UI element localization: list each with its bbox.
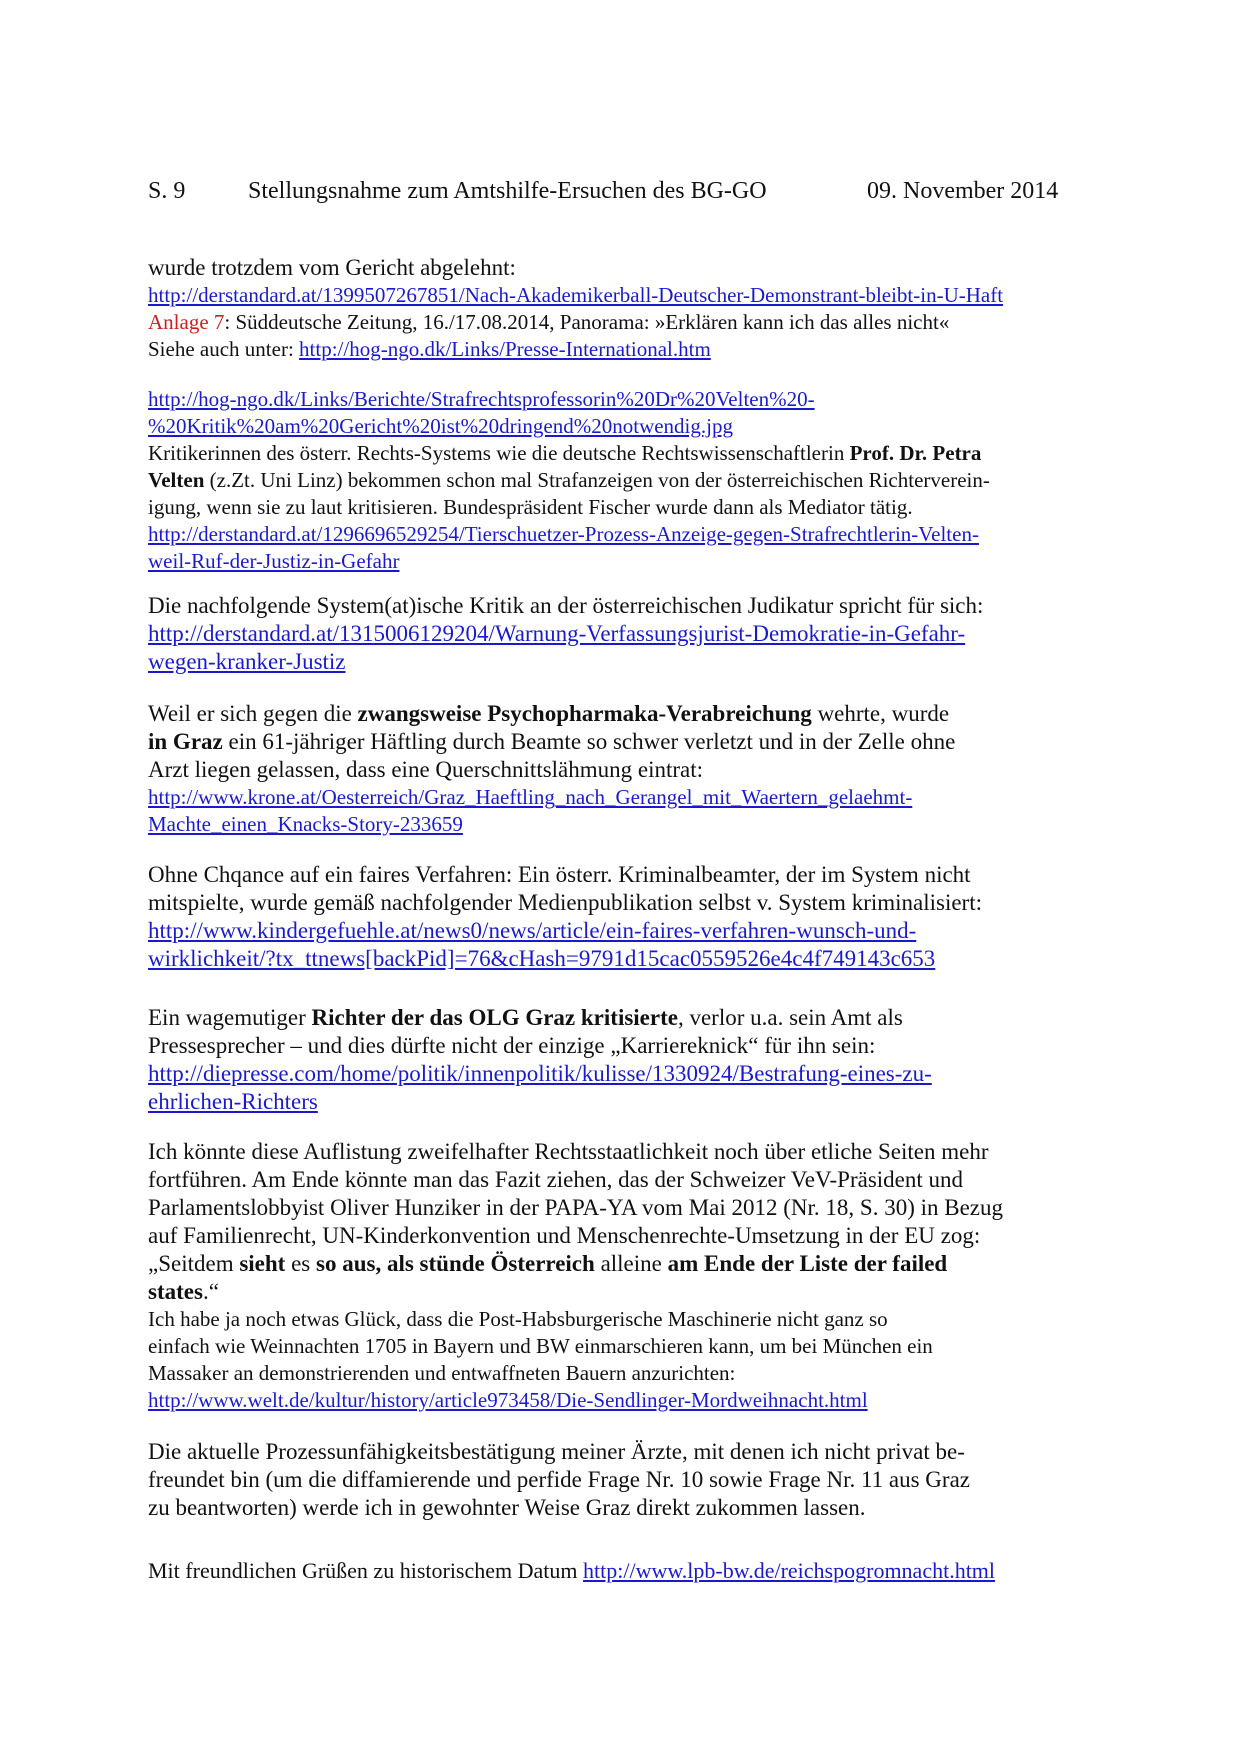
text-line — [148, 467, 1148, 494]
annex-label: Anlage 7 — [148, 310, 225, 334]
closing-text: Mit freundlichen Grüßen zu historischem Datum — [148, 1558, 584, 1583]
link-kindergefuehle-part2[interactable]: wirklichkeit/?tx_ttnews[backPid]=76&cHash=9791d15cac0559526e4c4f749143c653 — [148, 946, 936, 971]
link-diepresse-part2[interactable]: ehrlichen-Richters — [148, 1089, 318, 1114]
text-line: wurde trotzdem vom Gericht abgelehnt: — [148, 255, 516, 280]
text-line — [148, 1004, 1148, 1032]
link-krone-part1[interactable]: http://www.krone.at/Oesterreich/Graz_Haeftling_nach_Gerangel_mit_Waertern_gelaehmt- — [148, 785, 913, 809]
link-krone-part2[interactable]: Machte_einen_Knacks-Story-233659 — [148, 812, 463, 836]
text-line: auf Familienrecht, UN-Kinderkonvention und Menschenrechte-Umsetzung in der EU zog: — [148, 1223, 981, 1248]
text-line: Ich könnte diese Auflistung zweifelhafter Rechtsstaatlichkeit noch über etliche Seiten mehr — [148, 1139, 989, 1164]
see-also-line — [148, 336, 1148, 363]
text-span: es — [285, 1251, 317, 1276]
text-line: Parlamentslobbyist Oliver Hunziker in der PAPA-YA vom Mai 2012 (Nr. 18, S. 30) in Bezug — [148, 1195, 1003, 1220]
link-lpb-reichspogromnacht[interactable]: http://www.lpb-bw.de/reichspogromnacht.html — [583, 1558, 996, 1583]
text-span: (z.Zt. Uni Linz) bekommen schon mal Strafanzeigen von der österreichischen Richterverein- — [204, 468, 990, 492]
bold-phrase: zwangsweise Psychopharmaka-Verabreichung — [357, 701, 812, 726]
text-line: Ich habe ja noch etwas Glück, dass die Post-Habsburgerische Maschinerie nicht ganz so — [148, 1307, 888, 1331]
link-derstandard-verfassungsjurist-part2[interactable]: wegen-kranker-Justiz — [148, 649, 346, 674]
text-line: Ohne Chqance auf ein faires Verfahren: Ein österr. Kriminalbeamter, der im System nicht — [148, 862, 971, 887]
paragraph-2 — [148, 386, 1148, 575]
text-span: .“ — [202, 1279, 219, 1304]
link-diepresse-part1[interactable]: http://diepresse.com/home/politik/innenpolitik/kulisse/1330924/Bestrafung-eines-zu- — [148, 1061, 932, 1086]
paragraph-1 — [148, 254, 1148, 363]
bold-phrase: Richter der das OLG Graz kritisierte — [311, 1005, 678, 1030]
text-span: wehrte, wurde — [811, 701, 950, 726]
text-line: Die aktuelle Prozessunfähigkeitsbestätigung meiner Ärzte, mit denen ich nicht privat be- — [148, 1439, 965, 1464]
link-kindergefuehle-part1[interactable]: http://www.kindergefuehle.at/news0/news/article/ein-faires-verfahren-wunsch-und- — [148, 918, 917, 943]
link-hog-velten-part1[interactable]: http://hog-ngo.dk/Links/Berichte/Strafrechtsprofessorin%20Dr%20Velten%20- — [148, 387, 815, 411]
paragraph-4 — [148, 700, 1148, 838]
paragraph-5 — [148, 861, 1148, 973]
text-span: , verlor u.a. sein Amt als — [677, 1005, 903, 1030]
link-derstandard-verfassungsjurist-part1[interactable]: http://derstandard.at/1315006129204/Warnung-Verfassungsjurist-Demokratie-in-Gefahr- — [148, 621, 966, 646]
page-number: S. 9 — [148, 178, 186, 204]
link-derstandard-velten-part1[interactable]: http://derstandard.at/1296696529254/Tierschuetzer-Prozess-Anzeige-gegen-Strafrechtlerin-Velten- — [148, 522, 979, 546]
bold-phrase: am Ende der Liste der failed — [667, 1251, 948, 1276]
link-derstandard-velten-part2[interactable]: weil-Ruf-der-Justiz-in-Gefahr — [148, 549, 400, 573]
text-span: Weil er sich gegen die — [148, 701, 358, 726]
text-line: Pressesprecher – und dies dürfte nicht der einzige „Karriereknick“ für ihn sein: — [148, 1033, 876, 1058]
text-span: Ein wagemutiger — [148, 1005, 312, 1030]
text-line: einfach wie Weinnachten 1705 in Bayern und BW einmarschieren kann, um bei München ein — [148, 1334, 933, 1358]
text-span: Kritikerinnen des österr. Rechts-Systems wie die deutsche Rechtswissenschaftlerin — [148, 441, 850, 465]
text-line: igung, wenn sie zu laut kritisieren. Bundespräsident Fischer wurde dann als Mediator tätig. — [148, 495, 913, 519]
closing — [148, 1557, 1148, 1585]
text-line — [148, 728, 1148, 756]
paragraph-7 — [148, 1138, 1148, 1414]
bold-name: Prof. Dr. Petra — [849, 441, 982, 465]
text-line: Die nachfolgende System(at)ische Kritik an der österreichischen Judikatur spricht für sich: — [148, 593, 984, 618]
link-welt-sendlinger[interactable]: http://www.welt.de/kultur/history/article973458/Die-Sendlinger-Mordweihnacht.html — [148, 1388, 868, 1412]
link-derstandard-akademikerball[interactable]: http://derstandard.at/1399507267851/Nach-Akademikerball-Deutscher-Demonstrant-bleibt-in-U-Haft — [148, 283, 1004, 307]
text-span: alleine — [594, 1251, 668, 1276]
annex-line — [148, 309, 1148, 336]
link-hog-presse[interactable]: http://hog-ngo.dk/Links/Presse-International.htm — [299, 337, 711, 361]
document-date: 09. November 2014 — [867, 178, 1059, 204]
text-line — [148, 440, 1148, 467]
text-line: Massaker an demonstrierenden und entwaffneten Bauern anzurichten: — [148, 1361, 736, 1385]
paragraph-8 — [148, 1438, 1148, 1522]
closing-line — [148, 1557, 1148, 1585]
text-line: Arzt liegen gelassen, dass eine Querschnittslähmung eintrat: — [148, 757, 704, 782]
quote-line — [148, 1278, 1148, 1306]
see-also-text: Siehe auch unter: — [148, 337, 300, 361]
paragraph-6 — [148, 1004, 1148, 1116]
text-line: freundet bin (um die diffamierende und perfide Frage Nr. 10 sowie Frage Nr. 11 aus Graz — [148, 1467, 970, 1492]
bold-name: Velten — [148, 468, 205, 492]
text-line: mitspielte, wurde gemäß nachfolgender Medienpublikation selbst v. System kriminalisiert: — [148, 890, 982, 915]
text-line: zu beantworten) werde ich in gewohnter Weise Graz direkt zukommen lassen. — [148, 1495, 866, 1520]
text-line: fortführen. Am Ende könnte man das Fazit ziehen, das der Schweizer VeV-Präsident und — [148, 1167, 964, 1192]
quote-line — [148, 1250, 1148, 1278]
bold-phrase: sieht — [239, 1251, 286, 1276]
bold-phrase: in Graz — [148, 729, 223, 754]
document-title: Stellungsnahme zum Amtshilfe-Ersuchen des BG-GO — [248, 178, 767, 204]
text-span: ein 61-jähriger Häftling durch Beamte so schwer verletzt und in der Zelle ohne — [222, 729, 956, 754]
text-line — [148, 700, 1148, 728]
paragraph-3 — [148, 592, 1148, 676]
bold-phrase: states — [148, 1279, 203, 1304]
link-hog-velten-part2[interactable]: %20Kritik%20am%20Gericht%20ist%20dringend%20notwendig.jpg — [148, 414, 733, 438]
annex-text: : Süddeutsche Zeitung, 16./17.08.2014, Panorama: »Erklären kann ich das alles nicht« — [224, 310, 950, 334]
text-span: „Seitdem — [148, 1251, 240, 1276]
bold-phrase: so aus, als stünde Österreich — [316, 1251, 595, 1276]
